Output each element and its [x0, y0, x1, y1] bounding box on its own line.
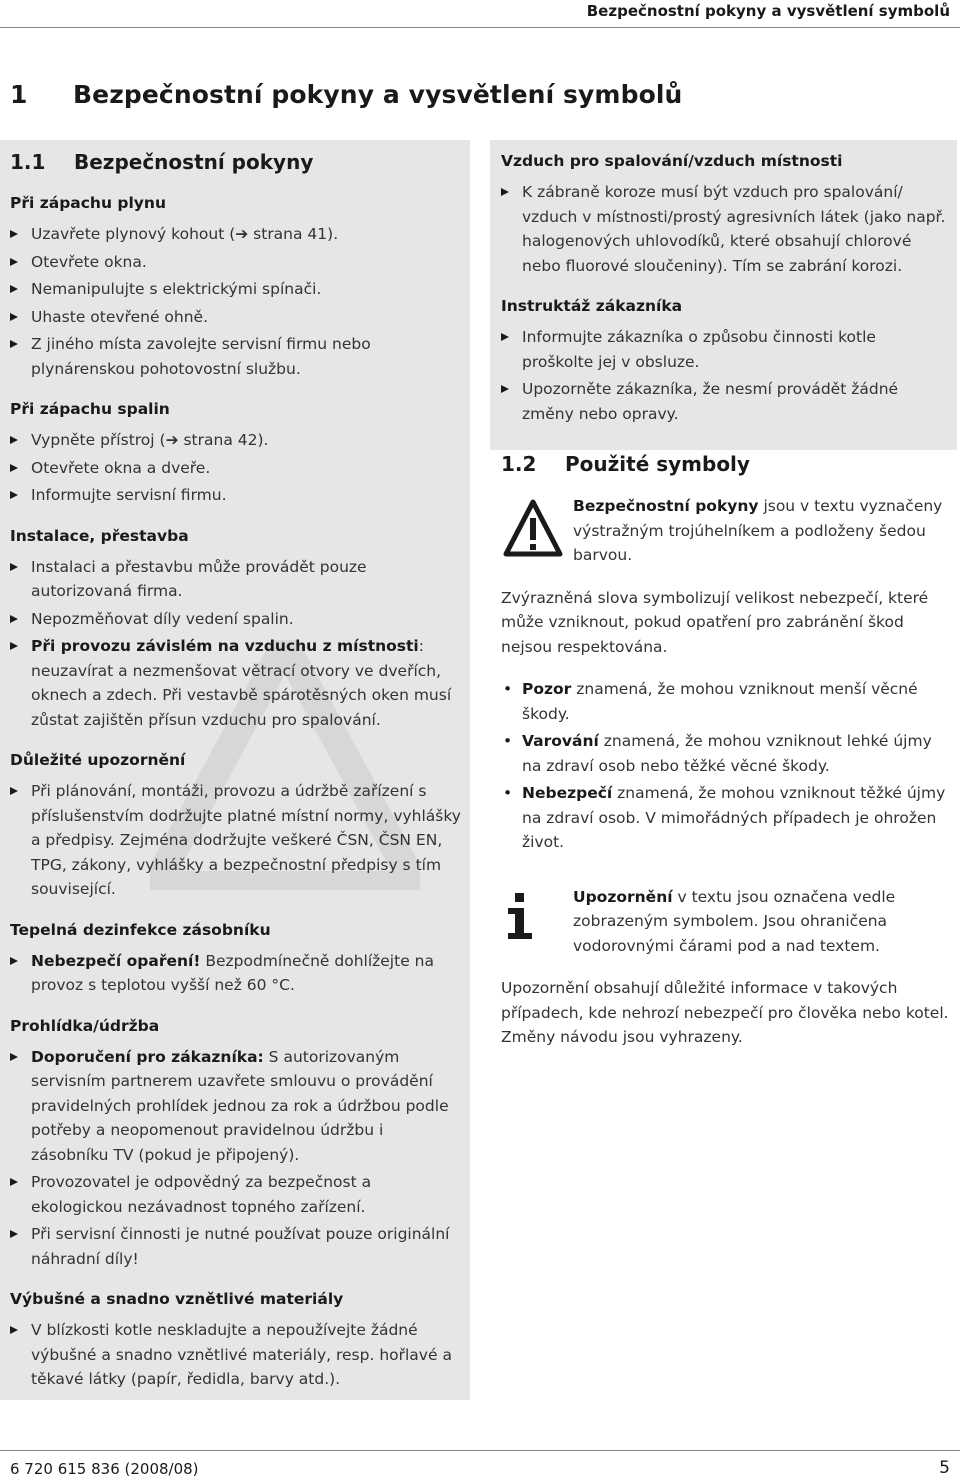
list-item: Vypněte přístroj (➔ strana 42).	[10, 428, 462, 453]
customer-instruction-group	[501, 295, 949, 426]
header-rule	[0, 27, 960, 28]
list-item: Informujte zákazníka o způsobu činnosti kotle proškolte jej v obsluze.	[501, 325, 949, 374]
list-item: Informujte servisní firmu.	[10, 483, 462, 508]
thermal-disinfection-heading: Tepelná dezinfekce zásobníku	[10, 920, 271, 939]
info-icon	[503, 887, 563, 947]
combustion-air-heading: Vzduch pro spalování/vzduch místnosti	[501, 152, 843, 170]
document-id: 6 720 615 836 (2008/08)	[10, 1460, 199, 1478]
left-column	[10, 150, 462, 1409]
list-item: Uzavřete plynový kohout (➔ strana 41).	[10, 222, 462, 247]
important-notice-heading: Důležité upozornění	[10, 751, 186, 769]
signal-words-intro: Zvýrazněná slova symbolizují velikost nebezpečí, které může vzniknout, pokud opatření pro zabránění škod nejsou respektována.	[501, 588, 929, 656]
inspection-heading: Prohlídka/údržba	[10, 1016, 160, 1035]
list-item: Otevřete okna a dveře.	[10, 456, 462, 481]
chapter-number: 1	[10, 80, 28, 109]
list-item: V blízkosti kotle neskladujte a nepoužívejte žádné výbušné a snadno vznětlivé materiály, resp. hořlavé a těkavé látky (papír, ředidla, barvy atd.).	[10, 1318, 462, 1392]
emphasis-text: Bezpečnostní pokyny	[573, 497, 759, 515]
running-header: Bezpečnostní pokyny a vysvětlení symbolů	[586, 2, 950, 20]
explosive-materials-group	[10, 1288, 462, 1392]
emphasis-text: Nebezpečí opaření!	[31, 951, 201, 970]
important-notice-group	[10, 749, 462, 902]
page-number: 5	[939, 1458, 950, 1478]
notice-paragraph: Upozornění obsahují důležité informace v takových případech, kde nehrozí nebezpečí pro člověka nebo kotel. Změny návodu jsou vyhrazeny.	[501, 979, 949, 1046]
gas-smell-group	[10, 192, 462, 381]
list-item: Nebezpečí opaření! Bezpodmínečně dohlížejte na provoz s teplotou vyšší než 60 °C.	[10, 949, 462, 998]
list-item: Doporučení pro zákazníka: S autorizovaným servisním partnerem uzavřete smlouvu o provádění pravidelných prohlídek jednou za rok a údržbou podle potřeby a neopomenout pravidelnou údržbu i zásobníku TV (pokud je připojený).	[10, 1045, 462, 1168]
list-item: Při servisní činnosti je nutné používat pouze originální náhradní díly!	[10, 1222, 462, 1271]
list-item: Nemanipulujte s elektrickými spínači.	[10, 277, 462, 302]
list-item: Nepozměňovat díly vedení spalin.	[10, 607, 462, 632]
footer-rule	[0, 1450, 960, 1451]
list-item: K zábraně koroze musí být vzduch pro spalování/ vzduch v místnosti/prostý agresivních látek (jako např. halogenových uhlovodíků, které obsahují chlorové nebo fluorové sloučeniny). Tím se zabrání korozi.	[501, 180, 949, 278]
signal-word: Pozor	[522, 680, 572, 698]
inspection-group	[10, 1015, 462, 1272]
warning-symbol-block	[501, 494, 949, 568]
installation-heading: Instalace, přestavba	[10, 526, 189, 545]
chapter-title	[10, 80, 682, 109]
list-item: Při provozu závislém na vzduchu z místnosti: neuzavírat a nezmenšovat větrací otvory ve dveřích, oknech a zdech. Při vestavbě spárotěsných oken musí zůstat zajištěn přísun vzduchu pro spalování.	[10, 634, 462, 732]
info-symbol-block	[501, 885, 949, 959]
signal-words-list	[501, 677, 949, 855]
list-item: Z jiného místa zavolejte servisní firmu nebo plynárenskou pohotovostní službu.	[10, 332, 462, 381]
emphasis-text: Doporučení pro zákazníka:	[31, 1047, 264, 1066]
signal-word: Varování	[522, 732, 599, 750]
customer-instruction-heading: Instruktáž zákazníka	[501, 297, 683, 315]
list-item: Provozovatel je odpovědný za bezpečnost a ekologickou nezávadnost topného zařízení.	[10, 1170, 462, 1219]
list-item: Upozorněte zákazníka, že nesmí provádět žádné změny nebo opravy.	[501, 377, 949, 426]
info-symbol-text: Upozornění v textu jsou označena vedle zobrazeným symbolem. Jsou ohraničena vodorovnými čárami pod a nad textem.	[573, 887, 896, 955]
emphasis-text: Při provozu závislém na vzduchu z místnosti	[31, 637, 419, 655]
explosive-materials-heading: Výbušné a snadno vznětlivé materiály	[10, 1290, 344, 1308]
section-1-2-title: 1.2 Použité symboly	[501, 452, 750, 476]
warning-symbol-text: Bezpečnostní pokyny jsou v textu vyznačeny výstražným trojúhelníkem a podloženy šedou barvou.	[573, 497, 943, 564]
list-item: • Pozor znamená, že mohou vzniknout menší věcné škody.	[501, 677, 949, 726]
section-1-1-title: 1.1 Bezpečnostní pokyny	[10, 150, 314, 174]
list-item: Při plánování, montáži, provozu a údržbě zařízení s příslušenstvím dodržujte platné místní normy, vyhlášky a předpisy. Zejména dodržujte veškeré ČSN, ČSN EN, TPG, zákony, vyhlášky a bezpečnostní předpisy s tím související.	[10, 779, 462, 902]
list-item: • Nebezpečí znamená, že mohou vzniknout těžké újmy na zdraví osob. V mimořádných případech je ohrožen život.	[501, 781, 949, 855]
list-item: Uhaste otevřené ohně.	[10, 305, 462, 330]
list-item: Instalaci a přestavbu může provádět pouze autorizovaná firma.	[10, 555, 462, 604]
chapter-title-text: Bezpečnostní pokyny a vysvětlení symbolů	[73, 80, 683, 109]
warning-triangle-icon	[503, 498, 563, 558]
signal-word: Nebezpečí	[522, 784, 613, 802]
emphasis-text: Upozornění	[573, 887, 673, 906]
thermal-disinfection-group	[10, 919, 462, 998]
gas-smell-heading: Při zápachu plynu	[10, 194, 166, 212]
installation-group	[10, 525, 462, 733]
list-item: • Varování znamená, že mohou vzniknout lehké újmy na zdraví osob nebo těžké věcné škody.	[501, 729, 949, 778]
right-column	[501, 150, 949, 1068]
flue-smell-heading: Při zápachu spalin	[10, 400, 170, 418]
combustion-air-group	[501, 150, 949, 278]
list-item: Otevřete okna.	[10, 250, 462, 275]
flue-smell-group	[10, 398, 462, 508]
